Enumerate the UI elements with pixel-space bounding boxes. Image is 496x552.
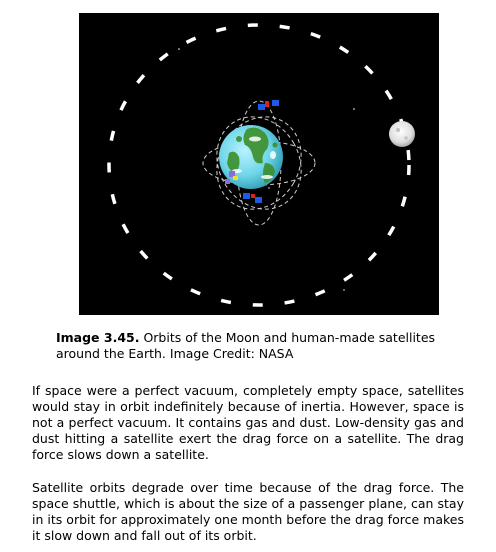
satellite-icon — [265, 101, 269, 107]
satellite-icon — [225, 179, 230, 184]
figure-caption — [56, 330, 466, 362]
satellite-icon — [255, 197, 262, 203]
star — [178, 48, 180, 50]
moon-crater — [404, 136, 408, 140]
moon-crater — [396, 128, 400, 132]
star — [268, 187, 269, 188]
caption-text: Orbits of the Moon and human-made satellites around the Earth. Image Credit: NASA — [56, 330, 436, 361]
moon — [389, 121, 415, 147]
star — [343, 289, 344, 290]
paragraph-drag-force: If space were a perfect vacuum, completely empty space, satellites would stay in orbit indefinitely because of inertia. However, space is not a perfect vacuum. It contains gas and dust. Low-density gas and dust hitting a satellite exert the drag force on a satellite. The drag force slows down a satellite. — [32, 383, 464, 462]
caption-label: Image 3.45. — [56, 330, 140, 345]
paragraph-orbit-degrade: Satellite orbits degrade over time because of the drag force. The space shuttle, which is about the size of a passenger plane, can stay in its orbit for approximately one month before the drag force makes it slow down and fall out of its orbit. — [32, 480, 464, 543]
orbits-figure — [79, 13, 439, 315]
satellite-icon — [272, 100, 279, 106]
satellite-icon — [243, 193, 250, 199]
star — [353, 108, 355, 110]
satellite-icon — [251, 194, 255, 198]
orbits-diagram — [79, 13, 439, 315]
satellite-icon — [233, 176, 238, 180]
satellite-icon — [258, 104, 265, 110]
